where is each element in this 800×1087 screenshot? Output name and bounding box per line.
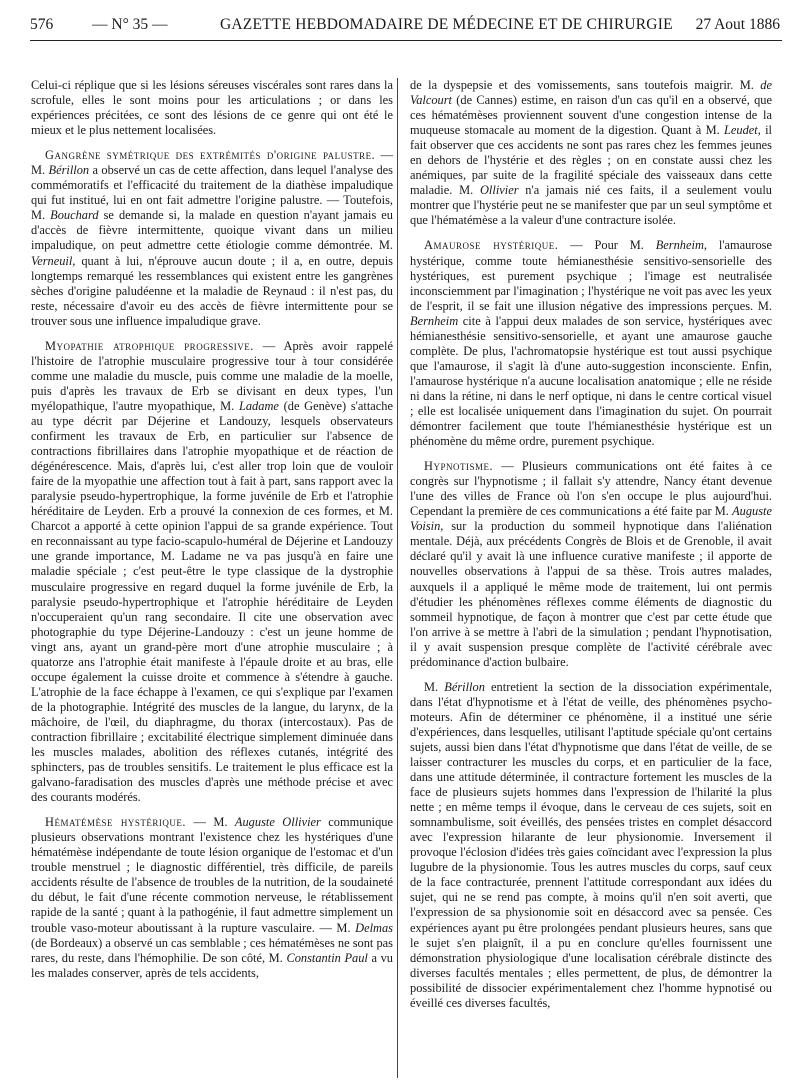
text-run: a vu les malades conserver, après de tels accidents, — [31, 950, 394, 980]
paragraph-myopathie — [31, 339, 393, 805]
author-name: Bernheim — [655, 238, 704, 253]
page-number: 576 — [30, 16, 54, 33]
text-run: M. — [424, 679, 445, 694]
section-heading: Hypnotisme. — [424, 459, 494, 474]
author-name: Auguste Ollivier — [234, 815, 321, 830]
author-name: Bérillon — [48, 163, 90, 178]
author-name: Ollivier — [479, 183, 519, 198]
author-name: Bouchard — [50, 208, 99, 223]
author-name: Ladame — [238, 398, 279, 413]
issue-number: — N° 35 — — [92, 16, 168, 33]
text-run: , quant à lui, n'éprouve aucun doute ; il a, en outre, depuis longtemps remarqué les ressemblances qui existent entre les gangrènes sèches d'origine paludéenne et la maladie de Reynaud : il n'est pas, du reste, nécessaire d'avoir eu des accès de fièvre intermittente pour se trouver sous une influence impaludique grave. — [31, 253, 393, 328]
paragraph-continuation — [410, 78, 772, 228]
text-run: — Après avoir rappelé l'histoire de l'atrophie musculaire progressive tour à tour considérée comme une maladie du muscle, puis comme une maladie de la moelle, puis d'après les travaux de Erb se divisant en deux types, l'un myélopathique, l'autre myopathique, M. — [31, 338, 393, 413]
paragraph-gangrene — [31, 148, 393, 329]
text-run: , l'amaurose hystérique, comme toute hémianesthésie sensitivo-sensorielle des hystériques, est purement psychique ; l'image est neutralisée inconsciemment par l'imagination ; l'hystérique ne voit pas avec les yeux de l'esprit, il se fait une illusion négative des impressions perçues. M. — [410, 238, 772, 313]
right-column — [410, 78, 772, 1011]
paragraph — [31, 78, 393, 138]
author-name: Leudet — [723, 123, 758, 138]
text-run: cite à l'appui deux malades de son service, hystériques avec hémianesthésie sensitivo-sensorielle, et ayant une amaurose gauche complète. De plus, l'achromatopsie hystérique est tout aussi psychique que l'amaurose, il s'agit là d'une auto-suggestion inconsciente. Enfin, l'amaurose hystérique n'a aucune localisation anatomique ; elle ne réside ni dans la rétine, ni dans le nerf optique, ni dans le centre cortical visuel ; elle est localisée uniquement dans l'imagination du sujet. On pourrait démontrer facilement que toute l'hémianesthésie hystérique est un phénomène du même ordre, purement psychique. — [410, 313, 772, 449]
text-run: — M. — [31, 148, 393, 178]
paragraph-hematemese — [31, 815, 393, 981]
section-heading: Gangrène symétrique des extrémités d'origine palustre. — [45, 148, 376, 163]
column-rule — [397, 78, 398, 1078]
journal-title: GAZETTE HEBDOMADAIRE DE MÉDECINE ET DE CHIRURGIE — [220, 16, 673, 33]
author-name: Delmas — [355, 920, 393, 935]
left-column — [31, 78, 393, 981]
text-run: n'a jamais nié ces faits, il a seulement voulu montrer que l'hystérie peut ne se manifester que par un seul symptôme et que l'hématémèse a la valeur d'une contracture isolée. — [410, 183, 772, 228]
text-run: (de Cannes) estime, en raison d'un cas qu'il en a observé, que ces hématémèses proviennent souvent d'une congestion intense de la muqueuse stomacale au moment de la digestion. Quant à M. — [410, 93, 772, 138]
text-run: entretient la section de la dissociation expérimentale, dans l'état d'hypnotisme et à l'état de veille, des phénomènes psycho-moteurs. Afin de déterminer ce phénomène, il a institué une série d'expériences, dans lesquelles, utilisant l'aptitude spéciale qu'ont certains sujets, aussi bien dans l'état d'hypnotisme que dans l'état de veille, de se laisser contracturer les muscles du corps, et en particulier de la face, dans une attitude déterminée, il contracture fortement les muscles de la face de plusieurs sujets hommes dans l'expression de l'hilarité la plus nette ; en même temps il évoque, dans le cerveau de ces sujets, soit en somnambulisme, soit éveillés, des pensées tristes en complet désaccord avec l'expression hilarante de leur physionomie. Inversement il provoque l'éclosion d'idées très gaies coïncidant avec l'expression la plus lugubre de la physionomie. Tous les autres muscles du corps, sauf ceux de la face contracturée, prennent l'attitude correspondant aux idées du sujet, qui ne se rend pas compte, à moins qu'il n'en soit averti, que l'expression de sa physionomie soit en désaccord avec sa pensée. Ces expériences ayant pu être prolongées pendant plusieurs heures, sans que le sujet s'en plaignît, il a pu en conclure qu'elles fournissent une démonstration physiologique d'une localisation cérébrale distincte des diverses facultés mentales ; elles permettent, de plus, de démontrer la possibilité de dissocier expérimentalement chez l'homme hypnotisé ou éveillé ces diverses facultés, — [410, 679, 772, 1010]
paragraph-text: Celui-ci réplique que si les lésions séreuses viscérales sont rares dans la scrofule, elles le sont moins pour les articulations ; or dans les expériences précitées, ce sont des lésions de ce genre qui ont été le mieux et le plus nettement localisées. — [31, 78, 393, 138]
author-name: Verneuil — [31, 253, 73, 268]
text-run: de la dyspepsie et des vomissements, sans toutefois maigrir. M. — [410, 78, 761, 92]
text-run: communique plusieurs observations montrant l'existence chez les hystériques d'une hématémèse indépendante de toute lésion organique de l'estomac et d'un trouble menstruel ; le diagnostic différentiel, très difficile, de pareils accidents résulte de l'absence de troubles de la nutrition, de la soudaineté du début, le fait d'une récente commotion nerveuse, le rétablissement rapide de la santé ; quant à la pathogénie, il faut admettre simplement un trouble vaso-moteur aboutissant à la rupture vasculaire. — M. — [31, 815, 393, 935]
text-run: , sur la production du sommeil hypnotique dans l'aliénation mentale. Déjà, aux précédents Congrès de Blois et de Grenoble, il avait déclaré qu'il y avait là une influence curative manifeste ; il apporte de nouvelles observations à l'appui de sa thèse. Trois autres malades, auxquels il a appliqué le même mode de traitement, lui ont permis d'étudier les phénomènes réflexes comme éléments de diagnostic du sommeil hypnotique, de façon à montrer que c'est par cette étude que l'on arrive à se mettre à l'abri de la simulation ; pendant l'hypnotisation, il y avait suspension presque complète de l'activité cérébrale avec prédominance d'action bulbaire. — [410, 519, 772, 669]
paragraph-hypnotisme — [410, 459, 772, 670]
text-run: , il fait observer que ces accidents ne sont pas rares chez les femmes jeunes en dehors de l'hystérie et des règles ; on en constate aussi chez les anémiques, par suite de la fragilité spéciale des vaisseaux dans cette maladie. M. — [410, 123, 772, 198]
paragraph-amaurose — [410, 238, 772, 449]
text-run: se demande si, la malade en question n'ayant jamais eu d'accès de fièvre intermittente, quoique vivant dans un milieu impaludique, on peut admettre cette étiologie comme démontrée. M. — [31, 208, 393, 253]
section-heading: Hématémèse hystérique. — [45, 815, 187, 830]
author-name: Constantin Paul — [286, 950, 368, 965]
section-heading: Myopathie atrophique progressive. — [45, 338, 254, 353]
author-name: Bernheim — [410, 313, 459, 328]
author-name: Auguste Voisin — [410, 504, 772, 534]
author-name: de Valcourt — [410, 78, 772, 108]
paragraph-berillon — [410, 680, 772, 1011]
text-run: — Pour M. — [558, 238, 656, 253]
text-run: — M. — [186, 815, 235, 830]
text-run: (de Bordeaux) a observé un cas semblable ; ces hématémèses ne sont pas rares, du reste, dans l'hémophilie. De son côté, M. — [31, 935, 393, 965]
page-header — [30, 14, 780, 38]
section-heading: Amaurose hystérique. — [424, 238, 559, 253]
text-run: — Plusieurs communications ont été faites à ce congrès sur l'hypnotisme ; il fallait s'y attendre, Nancy étant devenue l'une des villes de France où l'on s'en occupe le plus aujourd'hui. Cependant la première de ces communications a été faite par M. — [410, 459, 772, 519]
text-run: (de Genève) s'attache au type décrit par Déjerine et Landouzy, lesquels observateurs confirment les travaux de Erb, en particulier sur l'absence de contractions fibrillaires dans l'atrophie myopathique et de réaction de dégénérescence. Mais, d'après lui, c'est aller trop loin que de vouloir faire de la myopathie une affection tout à fait à part, sans rapport avec la paralysie pseudo-hypertrophique, la forme juvénile de Erb et l'atrophie héréditaire de Leyden. Erb a prouvé la connexion de ces formes, et M. Charcot a apporté à cette opinion l'appui de sa grande expérience. Tout en reconnaissant au type facio-scapulo-huméral de Déjerine et Landouzy une grande importance, M. Ladame ne va pas jusqu'à en faire une maladie spéciale ; c'est peut-être le type classique de la dystrophie musculaire progressive en regard duquel la forme juvénile de Erb, la paralysie pseudo-hypertrophique et l'atrophie héréditaire de Leyden n'occuperaient qu'un rang secondaire. Il cite une observation avec photographie du type Déjerine-Landouzy : c'est un jeune homme de vingt ans, ayant un grand-père mort d'une atrophie musculaire ; à quatorze ans l'atrophie était manifeste à l'épaule droite et au bras, elle occupe également la cuisse droite et commence à s'étendre à gauche. L'atrophie de la face échappe à l'examen, ce qui s'explique par l'examen de la photographie. Intégrité des muscles de la langue, du larynx, de la mâchoire, de l'œil, du diaphragme, du thorax (intercostaux). Pas de contraction fibrillaire ; excitabilité électrique simplement diminuée dans les muscles malades, abolition des réflexes cutanés, intégrité des sphincters, pas de troubles sensitifs. Le traitement le plus efficace est la galvano-faradisation des muscles d'après une méthode précise et avec des courants modérés. — [31, 398, 393, 805]
author-name: Bérillon — [444, 679, 485, 694]
text-run: a observé un cas de cette affection, dans lequel l'analyse des commémoratifs et l'efficacité du traitement de la diathèse impaludique qui fut institué, lui en ont fait admettre l'origine palustre. — Toutefois, M. — [31, 163, 393, 223]
header-rule — [30, 40, 782, 41]
issue-date: 27 Aout 1886 — [695, 16, 780, 33]
